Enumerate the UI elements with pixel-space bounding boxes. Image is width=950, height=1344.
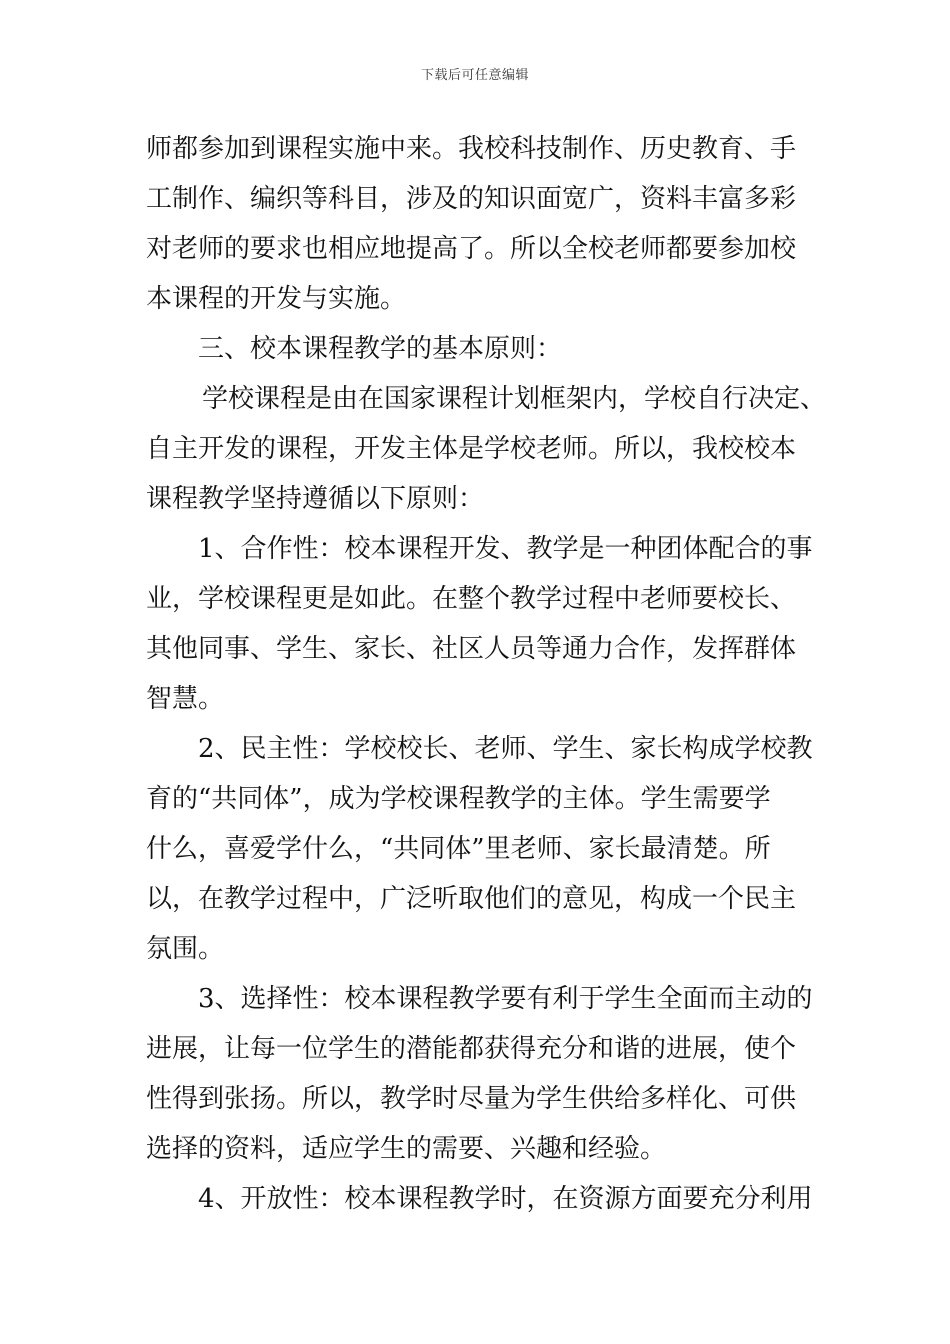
principle-1-line: 1、合作性：校本课程开发、教学是一种团体配合的事 (198, 534, 813, 564)
text-line: 学校课程是由在国家课程计划框架内，学校自行决定、 (202, 384, 827, 414)
section-heading: 三、校本课程教学的基本原则： (198, 334, 563, 364)
text-line: 自主开发的课程，开发主体是学校老师。所以，我校校本 (146, 434, 797, 464)
principle-2-line: 2、民主性：学校校长、老师、学生、家长构成学校教 (198, 734, 813, 764)
principle-4-line: 4、开放性：校本课程教学时，在资源方面要充分利用 (198, 1184, 813, 1214)
principle-3-line: 3、选择性：校本课程教学要有利于学生全面而主动的 (198, 984, 813, 1014)
text-line: 业，学校课程更是如此。在整个教学过程中老师要校长、 (146, 584, 797, 614)
text-line: 本课程的开发与实施。 (146, 284, 407, 314)
text-line: 性得到张扬。所以，教学时尽量为学生供给多样化、可供 (146, 1084, 797, 1114)
text-line: 师都参加到课程实施中来。我校科技制作、历史教育、手 (146, 134, 797, 164)
text-line: 工制作、编织等科目，涉及的知识面宽广，资料丰富多彩 (146, 184, 797, 214)
text-line: 智慧。 (146, 684, 225, 714)
text-line: 什么，喜爱学什么，“共同体”里老师、家长最清楚。所 (146, 834, 771, 864)
text-line: 以，在教学过程中，广泛听取他们的意见，构成一个民主 (146, 884, 797, 914)
page-header-note: 下载后可任意编辑 (420, 68, 529, 83)
text-line: 进展，让每一位学生的潜能都获得充分和谐的进展，使个 (146, 1034, 797, 1064)
text-line: 其他同事、学生、家长、社区人员等通力合作，发挥群体 (146, 634, 797, 664)
text-line: 选择的资料，适应学生的需要、兴趣和经验。 (146, 1134, 667, 1164)
text-line: 育的“共同体”，成为学校课程教学的主体。学生需要学 (146, 784, 771, 814)
text-line: 氛围。 (146, 934, 225, 964)
text-line: 课程教学坚持遵循以下原则： (146, 484, 485, 514)
text-line: 对老师的要求也相应地提高了。所以全校老师都要参加校 (146, 234, 797, 264)
document-body (146, 124, 827, 1224)
